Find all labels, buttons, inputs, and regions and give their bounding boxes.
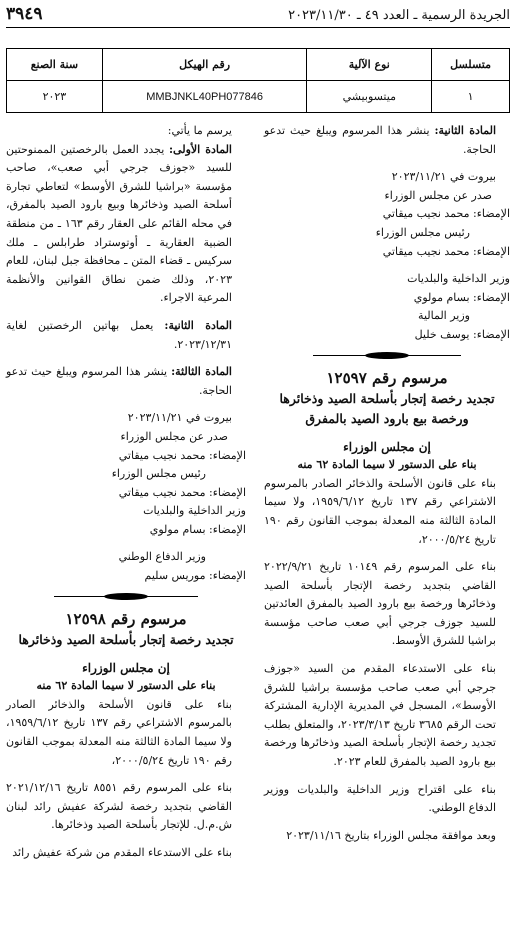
defense-minister-title: وزير الدفاع الوطني [118, 550, 206, 564]
page-number: ٣٩٤٩ [6, 4, 43, 24]
decree-title: تجديد رخصة إتجار بأسلحة الصيد وذخائرها ورخصة بيع بارود الصيد بالمفرق [279, 390, 495, 426]
recital-1: بناء على قانون الأسلحة والذخائر الصادر بالمرسوم الاشتراعي رقم ١٣٧ تاريخ ١٩٥٩/٦/١٢، ولا سيما المادة الثالثة منه المعدلة بموجب القانون رقم ١٩٠ تاريخ ٢٠٠٠/٥/٢٤، [264, 476, 496, 546]
signature-pm: الإمضاء: محمد نجيب ميقاتي [382, 207, 510, 221]
recital-3: بناء على الاستدعاء المقدم من شركة عفيش رائد [12, 846, 232, 859]
cell-serial: ١ [432, 81, 510, 113]
article-label: المادة الأولى: [169, 142, 232, 156]
decree-number: مرسوم رقم ١٢٥٩٧ [326, 368, 448, 387]
section-separator [264, 349, 510, 363]
recital-4: بناء على اقتراح وزير الداخلية والبلديات ووزير الدفاع الوطني. [264, 782, 496, 815]
issued-by: صدر عن مجلس الوزراء [120, 429, 228, 443]
left-column [6, 122, 246, 934]
cell-chassis: MMBJNKL40PH077846 [102, 81, 307, 113]
article-2 [264, 122, 510, 159]
article-2 [6, 317, 246, 354]
decrees-intro: يرسم ما يأتي: [167, 124, 232, 137]
recital-1: بناء على قانون الأسلحة والذخائر الصادر بالمرسوم الاشتراعي رقم ١٣٧ تاريخ ١٩٥٩/٦/١٢، ولا سيما المادة الثالثة منه المعدلة بموجب القانون رقم ١٩٠ تاريخ ٢٠٠٠/٥/٢٤، [6, 697, 232, 767]
article-label: المادة الثانية: [434, 124, 497, 137]
table-row [7, 81, 510, 113]
article-text: ينشر هذا المرسوم ويبلغ حيث تدعو الحاجة. [264, 124, 496, 156]
cell-type: ميتسوبيشي [307, 81, 432, 113]
article-1 [6, 141, 246, 308]
recital-5: وبعد موافقة مجلس الوزراء بتاريخ ٢٠٢٣/١١/١٦ [286, 828, 496, 842]
col-header-serial: متسلسل [432, 49, 510, 81]
article-text: يجدد العمل بالرخصتين الممنوحتين للسيد «جوزف جرجي أبي صعب»، صاحب مؤسسة «براشيا للشرق الأوسط» لتعاطي تجارة أسلحة الصيد وذخائرها وبيع بارود الصيد بالمفرق، في محله القائم على العقار رقم ١٦٣ ـ من منطقة الضبية العقارية ـ أوتوستراد طرابلس ـ ملك سركيس ـ قضاء المتن ـ محافظة جبل لبنان، للعام ٢٠٢٣، وذلك ضمن نطاق القوانين والأنظمة المرعية الاجراء. [6, 142, 232, 305]
decree-title: تجديد رخصة إتجار بأسلحة الصيد وذخائرها [18, 631, 234, 647]
article-text: ينشر هذا المرسوم ويبلغ حيث تدعو الحاجة. [6, 365, 232, 397]
pm-title: رئيس مجلس الوزراء [375, 225, 470, 239]
cabinet-heading: إن مجلس الوزراء [82, 660, 170, 675]
cell-year: ٢٠٢٣ [7, 81, 103, 113]
signature-interior: الإمضاء: بسام مولوي [149, 522, 246, 536]
interior-minister-title: وزير الداخلية والبلديات [407, 272, 510, 286]
section-separator [6, 590, 246, 604]
decree-date: بيروت في ٢٠٢٣/١١/٢١ [391, 170, 496, 184]
signature-interior: الإمضاء: بسام مولوي [413, 290, 510, 304]
signature-finance: الإمضاء: يوسف خليل [414, 327, 510, 341]
constitutional-basis: بناء على الدستور لا سيما المادة ٦٢ منه [297, 458, 477, 472]
signature-pm-2: الإمضاء: محمد نجيب ميقاتي [118, 485, 246, 499]
cabinet-heading: إن مجلس الوزراء [343, 439, 431, 454]
article-3 [6, 363, 246, 400]
article-label: المادة الثالثة: [171, 365, 232, 379]
journal-title: الجريدة الرسمية ـ العدد ٤٩ ـ ٢٠٢٣/١١/٣٠ [288, 8, 510, 23]
col-header-chassis: رقم الهيكل [102, 49, 307, 81]
signature-pm-2: الإمضاء: محمد نجيب ميقاتي [382, 244, 510, 258]
article-label: المادة الثانية: [164, 318, 232, 332]
decree-date: بيروت في ٢٠٢٣/١١/٢١ [127, 411, 232, 425]
signature-pm: الإمضاء: محمد نجيب ميقاتي [118, 448, 246, 462]
recital-3: بناء على الاستدعاء المقدم من السيد «جوزف جرجي أبي صعب صاحب مؤسسة براشيا للشرق الأوسط»، المسجل في المديرية الإدارية المشتركة تحت الرقم ٣٦٨٥ تاريخ ٢٠٢٣/٣/١٣، والمتعلق بطلب تجديد رخصة الإتجار بأسلحة الصيد وذخائرها ورخصة بيع بارود الصيد بالمفرق للعام ٢٠٢٣. [264, 662, 496, 769]
right-column [264, 122, 510, 934]
col-header-type: نوع الآلية [307, 49, 432, 81]
recital-2: بناء على المرسوم رقم ٨٥٥١ تاريخ ٢٠٢١/١٢/١٦ القاضي بتجديد رخصة لشركة عفيش رائد لبنان ش.م.ل. للإتجار بأسلحة الصيد وذخائرها. [6, 781, 233, 832]
pm-title: رئيس مجلس الوزراء [111, 467, 206, 481]
recital-2: بناء على المرسوم رقم ١٠١٤٩ تاريخ ٢٠٢٢/٩/٢١ القاضي بتجديد رخصة الإتجار بأسلحة الصيد وذخائرها ورخصة بيع بارود الصيد بالمفرق العائدتين للسيد جوزف جرجي أبي صعب صاحب مؤسسة براشيا للشرق الأوسط. [264, 560, 497, 648]
issued-by: صدر عن مجلس الوزراء [384, 188, 492, 202]
article-text: يعمل بهاتين الرخصتين لغاية ٢٠٢٣/١٢/٣١. [6, 318, 232, 351]
interior-minister-title: وزير الداخلية والبلديات [143, 504, 246, 518]
constitutional-basis: بناء على الدستور لا سيما المادة ٦٢ منه [36, 679, 216, 693]
signature-defense: الإمضاء: موريس سليم [144, 569, 246, 583]
col-header-year: سنة الصنع [7, 49, 103, 81]
finance-minister-title: وزير المالية [418, 309, 470, 323]
vehicles-table [6, 48, 510, 113]
page-header [6, 4, 510, 28]
decree-number: مرسوم رقم ١٢٥٩٨ [65, 609, 187, 628]
table-header-row [7, 49, 510, 81]
